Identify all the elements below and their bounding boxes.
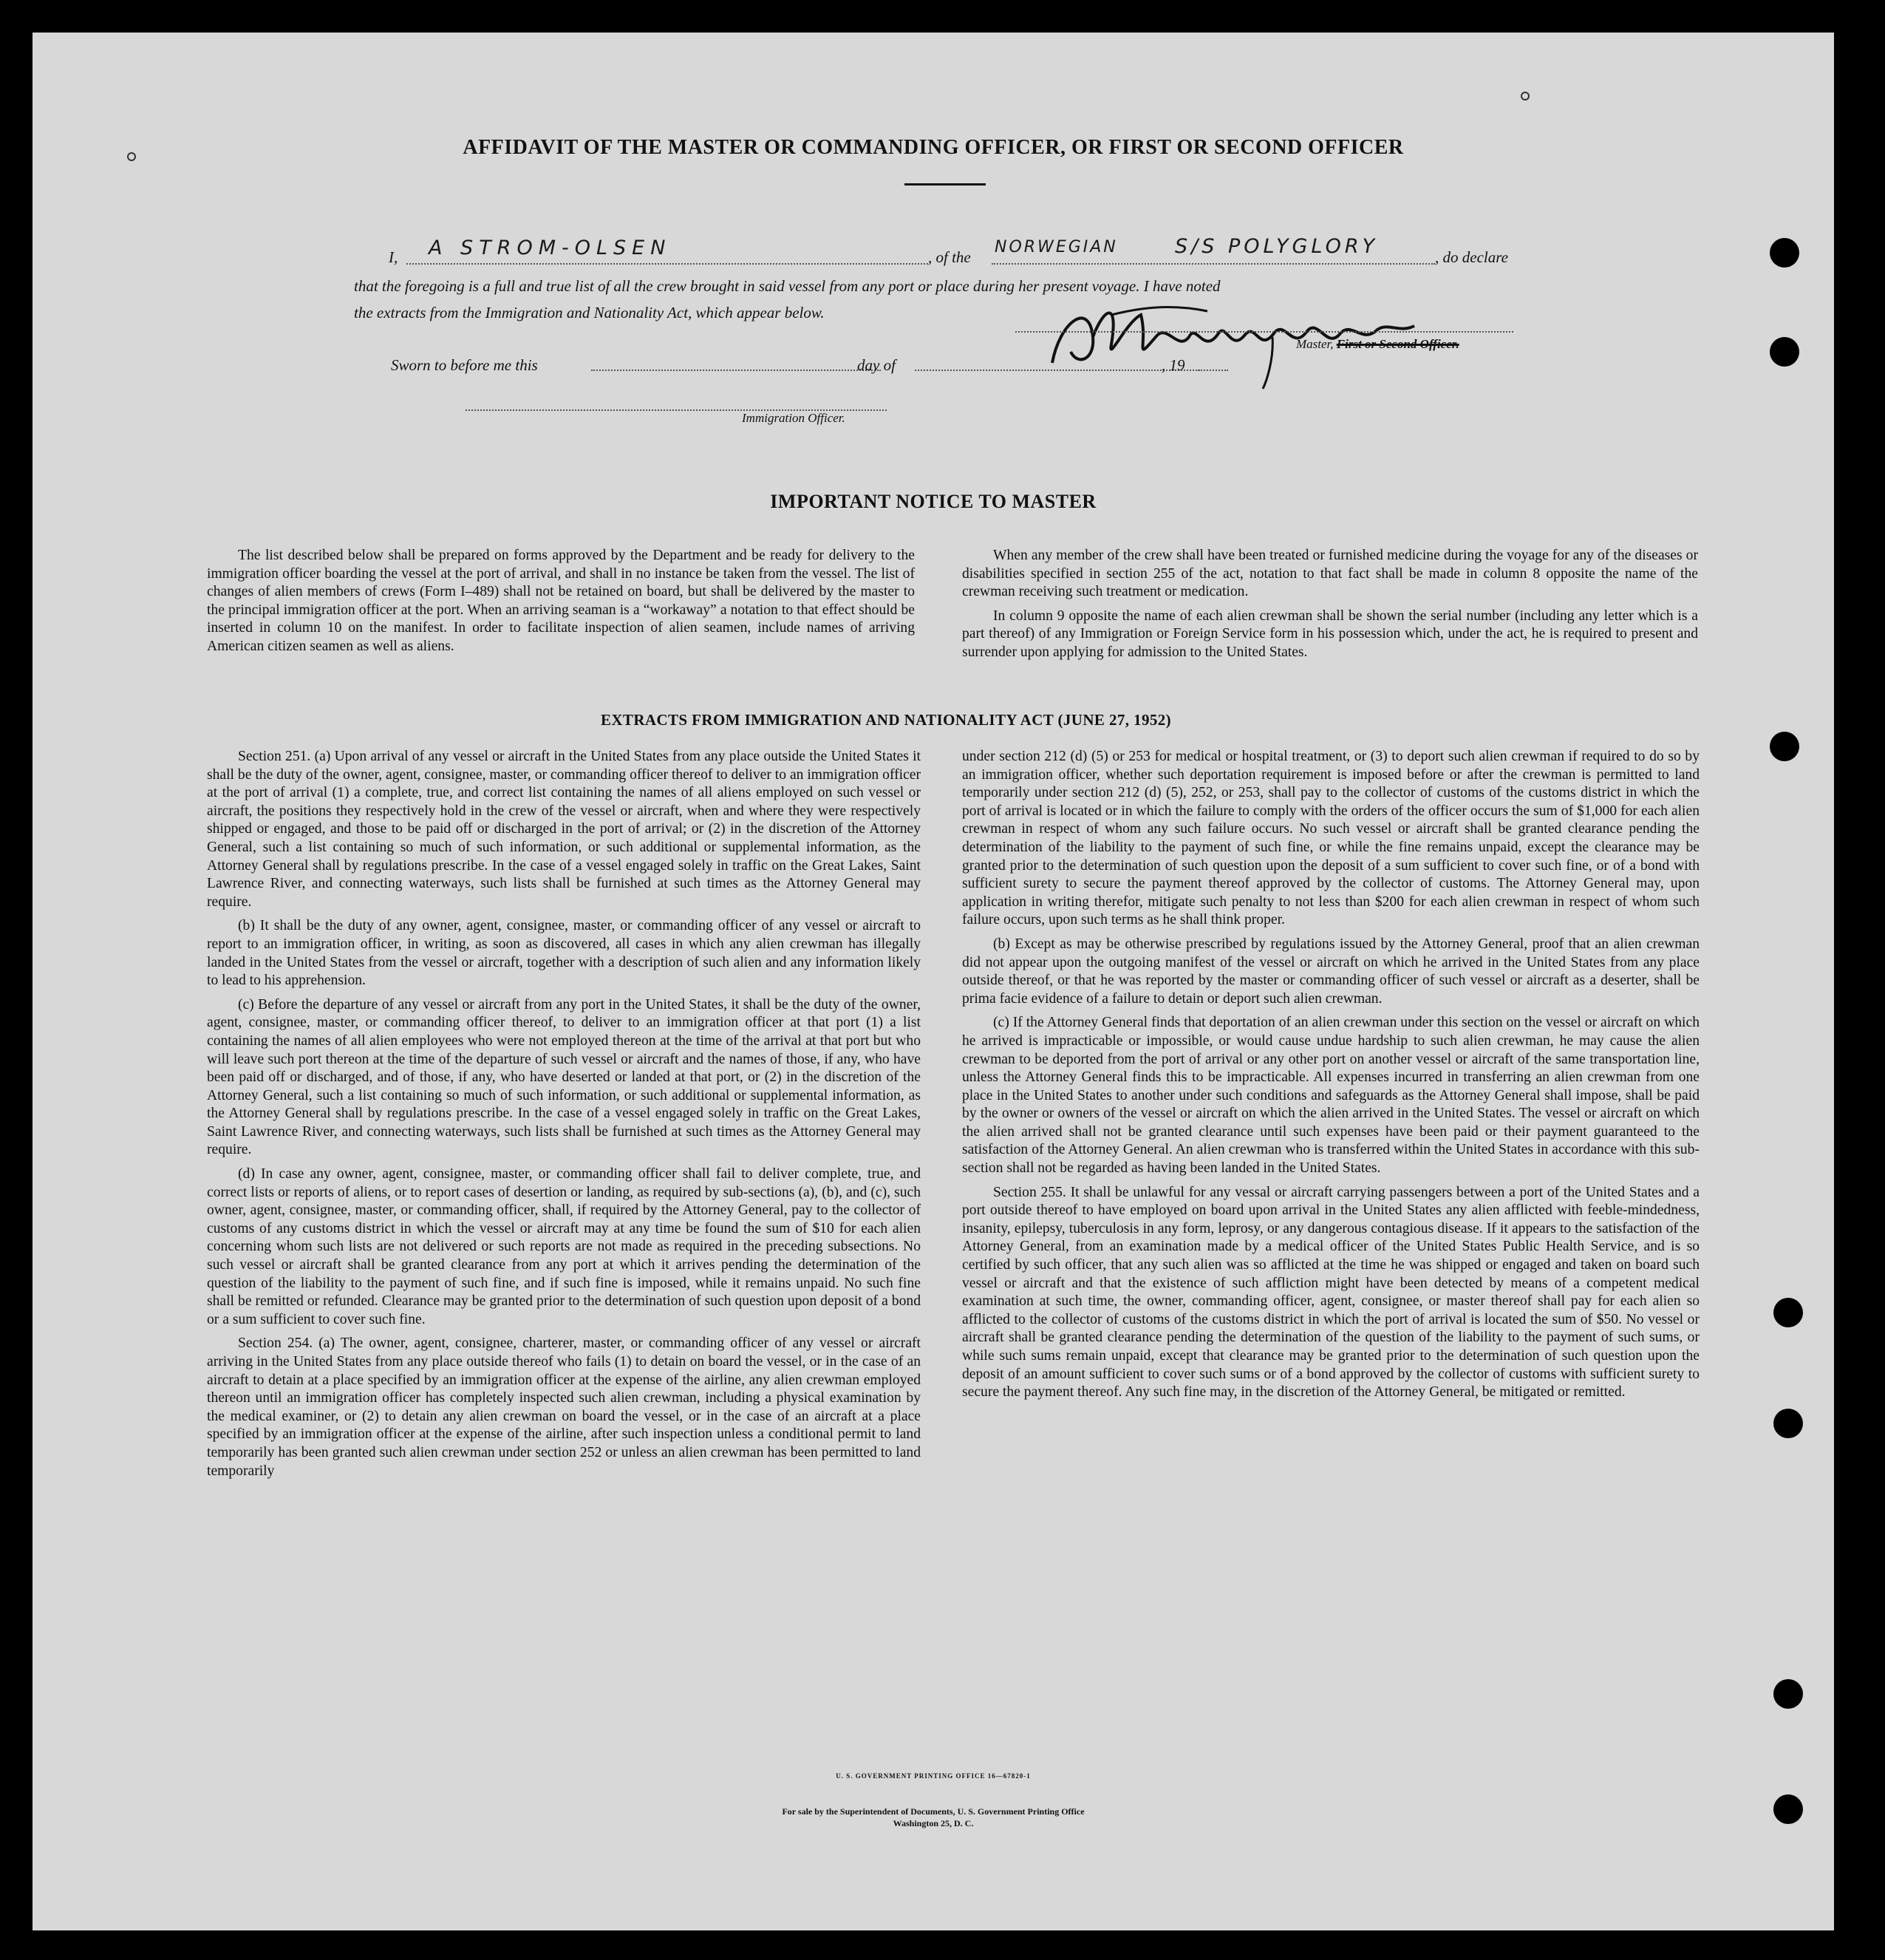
extracts-title: EXTRACTS FROM IMMIGRATION AND NATIONALITY ACT (JUNE 27, 1952) (600, 711, 1172, 729)
sworn-day-field[interactable] (591, 365, 881, 371)
section-254-c: (c) If the Attorney General finds that deportation of an alien crewman under this section on the vessel or aircraft on which he arrived is impracticable or impossible, or would cause undue hardship to such alien crewman, he may cause the alien crewman to be deported from the port of arrival or any other port on another vessel or aircraft of the same transportation line, unless the Attorney General finds this to be impracticable. All expenses incurred in transferring an alien crewman from one place in the United States to another under such conditions and safeguards as the Attorney General shall impose, shall be paid by the owner or owners of the vessel or aircraft on which the alien arrived in the United States. The vessel or aircraft on which the alien arrived shall not be granted clearance until such expenses have been paid or their payment guaranteed to the satisfaction of the Attorney General. An alien crewman who is transferred within the United States in accordance with this sub-section shall not be regarded as having been landed in the United States. (962, 1015, 1700, 1177)
vessel-value: S/S POLYGLORY (1175, 235, 1379, 258)
role-struck: First or Second Officer. (1336, 337, 1459, 351)
section-254-a-continued: under section 212 (d) (5) or 253 for medical or hospital treatment, or (3) to deport such alien crewman if required to do so by an immigration officer, whether such deportation requirement is imposed before or after the crewman is permitted to land temporarily under section 212 (d) (5), 252, or 253, shall pay to the collector of customs of the customs district in which the port of arrival is located or in which the failure to comply with the orders of the officer occurs the sum of $1,000 for each alien crewman in respect of whom any such failure occurs. No such vessel or aircraft shall be granted clearance pending the determination of the liability to the payment of such fine, or while the fine remains unpaid, except the clearance may be granted prior to the determination of such question upon the deposit of a sum sufficient to cover such fine, or of a bond with sufficient surety to secure the payment thereof approved by the collector of customs. The Attorney General may, upon application in writing therefor, mitigate such penalty to not less than $200 for each alien crewman in respect of whom such failure occurs, upon such terms as he shall think proper. (962, 749, 1700, 928)
extracts-right-column (962, 748, 1700, 1408)
declaration-line-3: the extracts from the Immigration and Nationality Act, which appear below. (354, 304, 825, 321)
day-of-label: day of (857, 356, 896, 374)
binder-hole-5 (1773, 1409, 1803, 1438)
section-251-a: Section 251. (a) Upon arrival of any vessel or aircraft in the United States from any place outside the United States it shall be the duty of the owner, agent, consignee, master, or commanding officer thereof to deliver to an immigration officer at the port of arrival (1) a complete, true, and correct list containing the names of all aliens employed on such vessel or aircraft, the positions they respectively hold in the crew of the vessel or aircraft, when and where they were respectively shipped or engaged, and those to be paid off or discharged in the port of arrival; or (2) in the discretion of the Attorney General, such a list containing so much of such information, or such additional or supplemental information, as the Attorney General shall by regulations prescribe. In the case of a vessel engaged solely in traffic on the Great Lakes, Saint Lawrence River, and connecting waterways, such lists shall be furnished at such times as the Attorney General may require. (207, 749, 921, 910)
section-251-b: (b) It shall be the duty of any owner, agent, consignee, master, or commanding officer of any vessel or aircraft to report to an immigration officer, in writing, as soon as discovered, all cases in which any alien crewman has illegally landed in the United States from the vessel or aircraft, together with a description of such alien and any information likely to lead to his apprehension. (207, 918, 921, 989)
do-declare-label: , do declare (1435, 248, 1508, 266)
signature-line (1015, 331, 1513, 333)
binder-hole-6 (1773, 1679, 1803, 1709)
section-251-d: (d) In case any owner, agent, consignee, master, or commanding officer shall fail to deliver complete, true, and correct lists or reports of aliens, or to report cases of desertion or landing, as required by sub-sections (a), (b), and (c), such owner, agent, consignee, master, or commanding officer, shall, if required by the Attorney General, pay to the collector of customs of any customs district in which the vessel or aircraft may at any time be found the sum of $10 for each alien concerning whom such lists are not delivered or such reports are not made as required in the preceding subsections. No such vessel or aircraft shall be granted clearance from any port at which it arrives pending the determination of the question of the liability to the payment of such fine, and if such fine is imposed, while it remains unpaid. No such fine shall be remitted or refunded. Clearance may be granted prior to the determination of such question upon deposit of a bond or a sum sufficient to cover such fine. (207, 1166, 921, 1327)
notice-right-paragraph-1: When any member of the crew shall have been treated or furnished medicine during the voyage for any of the diseases or disabilities specified in section 255 of the act, notation to that fact shall be made in column 8 opposite the name of the crewman receiving such treatment or medication. (962, 548, 1698, 600)
extracts-left-column (207, 748, 921, 1486)
title-divider (904, 183, 986, 186)
notice-left-paragraph: The list described below shall be prepared on forms approved by the Department and be ready for delivery to the immigration officer boarding the vessel at the port of arrival, and shall in no instance be taken from the vessel. The list of changes of alien members of crews (Form I–489) shall not be retained on board, but shall be delivered by the master to the principal immigration officer at the port. When an arriving seaman is a “workaway” a notation to that effect should be inserted in column 10 on the manifest. In order to facilitate inspection of alien seamen, include names of arriving American citizen seamen as well as aliens. (207, 548, 915, 654)
printer-code: U. S. GOVERNMENT PRINTING OFFICE 16—67820-1 (836, 1772, 1031, 1780)
master-name-value: A STROM-OLSEN (429, 237, 672, 259)
notice-right-column (962, 547, 1698, 668)
speck-mark (1521, 92, 1530, 101)
sworn-year-field[interactable] (1196, 365, 1228, 371)
immigration-officer-label: Immigration Officer. (742, 411, 845, 425)
section-251-c: (c) Before the departure of any vessel or aircraft from any port in the United States, it shall be the duty of the owner, agent, consignee, master, or commanding officer thereof, to deliver to an immigration officer at that port (1) a list containing the names of all alien employees who were not employed thereon at the time of the arrival at that port but who will leave such port thereon at the time of the departure of such vessel or aircraft and the names of those, if any, who have been paid off or discharged, and of those, if any, who have deserted or landed at that port, or (2) in the discretion of the Attorney General, such a list containing so much of such information, or such additional or supplemental information, as the Attorney General shall by regulations prescribe. In the case of a vessel engaged solely in traffic on the Great Lakes, Saint Lawrence River, and connecting waterways, such lists shall be furnished at such times as the Attorney General may require. (207, 996, 921, 1158)
sworn-label: Sworn to before me this (391, 356, 538, 374)
notice-right-paragraph-2: In column 9 opposite the name of each alien crewman shall be shown the serial number (including any letter which is a part thereof) of any Immigration or Foreign Service form in his possession which, under the act, he is required to present and surrender upon applying for admission to the United States. (962, 608, 1698, 660)
declaration-prefix: I, (389, 248, 398, 266)
vessel-field (992, 235, 1435, 265)
role-master: Master, (1296, 337, 1334, 351)
notice-left-column (207, 547, 915, 662)
document-page (33, 33, 1834, 1930)
section-254-a: Section 254. (a) The owner, agent, consignee, charterer, master, or commanding officer of any vessel or aircraft arriving in the United States from any place outside thereof who fails (1) to detain on board the vessel, or in the case of an aircraft to detain at a place specified by an immigration officer at the expense of the airline, any alien crewman employed thereon until an immigration officer has completely inspected such alien crewman, including a physical examination by the medical examiner, or (2) to detain any alien crewman on board the vessel, or in the case of an aircraft at a place specified by an immigration officer at the expense of the airline, after such inspection unless a conditional permit to land temporarily has been granted such alien crewman under section 252 or unless an alien crewman has been permitted to land temporarily (207, 1335, 921, 1479)
nationality-value: NORWEGIAN (995, 238, 1118, 256)
declaration-line-2: that the foregoing is a full and true list of all the crew brought in said vessel from any port or place during her present voyage. I have noted (354, 277, 1221, 295)
of-the-label: , of the (928, 248, 971, 266)
affidavit-title: AFFIDAVIT OF THE MASTER OR COMMANDING OFFICER, OR FIRST OR SECOND OFFICER (463, 136, 1404, 159)
sale-line-1: For sale by the Superintendent of Documents, U. S. Government Printing Office (782, 1806, 1085, 1817)
sale-line-2: Washington 25, D. C. (893, 1818, 974, 1828)
year-label: , 19 (1162, 356, 1185, 374)
binder-hole-3 (1770, 732, 1799, 761)
binder-hole-4 (1773, 1298, 1803, 1327)
immigration-officer-line[interactable] (466, 405, 887, 411)
binder-hole-2 (1770, 337, 1799, 367)
binder-hole-1 (1770, 238, 1799, 268)
sworn-month-field[interactable] (915, 365, 1200, 371)
section-255: Section 255. It shall be unlawful for any vessal or aircraft carrying passengers between a port of the United States and a port outside thereof to have employed on board upon arrival in the United States any alien afflicted with feeble-mindedness, insanity, epilepsy, tuberculosis in any form, leprosy, or any dangerous contagious disease. If it appears to the satisfaction of the Attorney General, from an examination made by a medical officer of the United States Public Health Service, and is so certified by such officer, that any such alien was so afflicted at the time he was shipped or engaged and taken on board such vessel or aircraft and that the existence of such affliction might have been detected by means of a competent medical examination at such time, the owner, commanding officer, agent, consignee, or master thereof shall pay for each alien so afflicted to the collector of customs of the customs district in which the port of arrival is located the sum of $50. No vessel or aircraft shall be granted clearance pending the determination of the question of the liability to the payment of such sums, or while such sums remain unpaid, except that clearance may be granted prior to the determination of such question upon the deposit of an amount sufficient to cover such sums or of a bond approved by the collector of customs with sufficient surety to secure the payment thereof. Any such fine may, in the discretion of the Attorney General, be mitigated or remitted. (962, 1184, 1700, 1401)
master-name-field (406, 237, 928, 265)
notice-title: IMPORTANT NOTICE TO MASTER (770, 491, 1097, 512)
signature-role (1296, 337, 1459, 352)
section-254-b: (b) Except as may be otherwise prescribed by regulations issued by the Attorney General, proof that an alien crewman did not appear upon the outgoing manifest of the vessel or aircraft on which he arrived in the United States from any place outside thereof, or that he was reported by the master or commanding officer of such vessel or aircraft as a deserter, shall be prima facie evidence of a failure to detain or deport such alien crewman. (962, 936, 1700, 1007)
